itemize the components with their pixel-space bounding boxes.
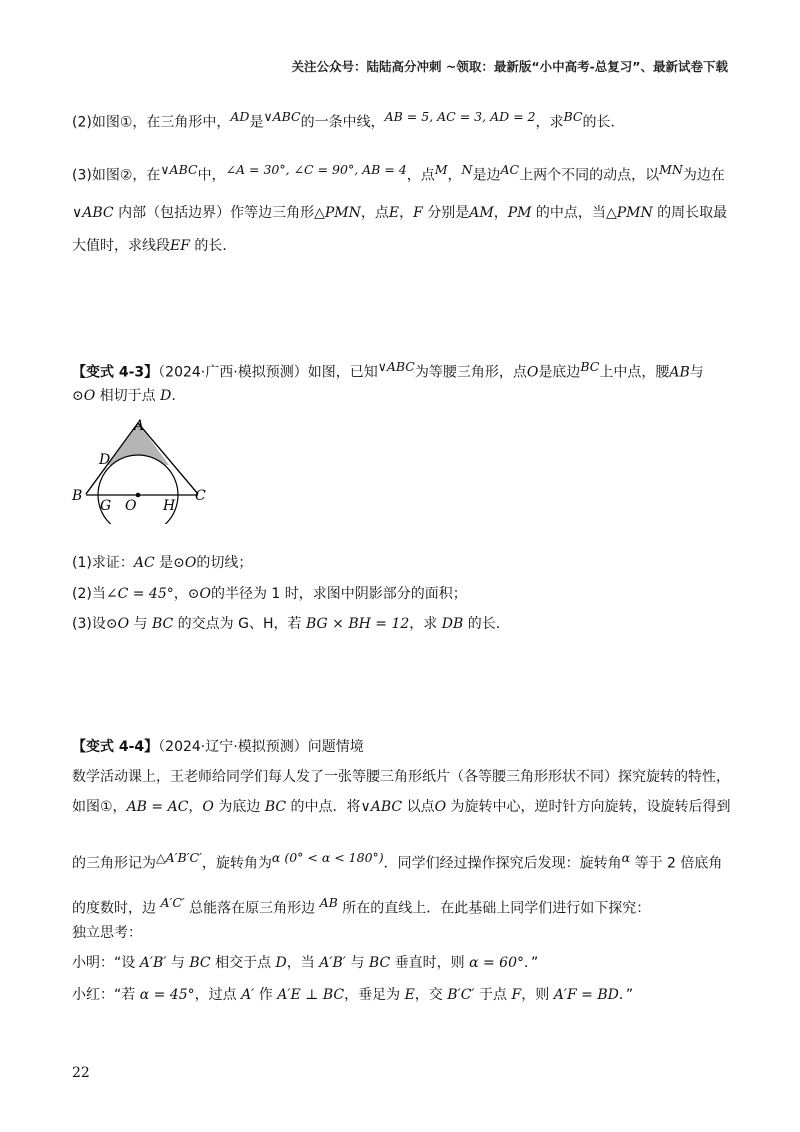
math-ab: A′B′ — [319, 955, 346, 971]
label-b: B — [72, 488, 83, 504]
variant-4-3-q3 — [72, 614, 500, 634]
text: ，求 — [409, 616, 442, 632]
text: (3)设 — [72, 616, 106, 632]
variant-4-3-q1 — [72, 553, 252, 573]
math-bc: BC — [563, 109, 583, 124]
math-equation: BG × BH = 12 — [305, 616, 410, 632]
text: ， — [188, 799, 203, 815]
text: 中， — [197, 167, 226, 184]
text: ， — [173, 586, 188, 602]
variant-source: （2024·广西·模拟预测） — [158, 364, 308, 381]
math-o: O — [434, 799, 447, 815]
text: 是 — [249, 114, 264, 131]
variant-source: （2024·辽宁·模拟预测） — [158, 739, 308, 755]
math-alpha: α = 45° — [139, 987, 195, 1003]
text: 为边在 — [682, 167, 725, 184]
text: . — [171, 388, 176, 404]
text: ， — [493, 205, 508, 221]
math-alpha: α = 60° — [469, 955, 524, 971]
text: 独立思考： — [72, 925, 142, 941]
label-c: C — [195, 488, 206, 504]
text: 的长． — [189, 238, 237, 254]
math-circle-o: ⊙O — [173, 555, 197, 571]
variant-4-4-line-3 — [72, 848, 722, 874]
variant-4-4-line-6 — [72, 953, 538, 973]
text: 的周长取最 — [652, 205, 728, 221]
text: 为旋转中心，逆时针方向旋转，设旋转后得到 — [446, 799, 731, 815]
math-db: DB — [441, 616, 464, 632]
text: 的切线； — [196, 555, 253, 571]
math-mn: MN — [659, 162, 683, 177]
text: 的半径为 1 时，求图中阴影部分的面积； — [210, 586, 467, 602]
text: 是 — [154, 555, 174, 571]
text: 如图，已知 — [307, 364, 378, 381]
text: ， — [399, 205, 414, 221]
math-ac: A′C′ — [160, 895, 185, 910]
math-am: AM — [469, 205, 494, 221]
math-f: F — [413, 205, 423, 221]
text: 所在的直线上．在此基础上同学们进行如下探究： — [337, 900, 651, 917]
text: 作 — [254, 987, 278, 1003]
text: ， — [447, 167, 462, 184]
math-e: E — [388, 205, 400, 221]
problem-3-line-2 — [72, 203, 727, 223]
text: 总能落在原三角形边 — [184, 900, 320, 917]
math-circle-o: ⊙O — [187, 586, 211, 602]
math-pmn: △PMN — [605, 205, 653, 221]
math-bc: BC — [368, 955, 391, 971]
page-header: 关注公众号：陆陆高分冲刺 ~领取：最新版“小中高考-总复习”、最新试卷下载 — [291, 59, 728, 74]
label-h: H — [163, 498, 176, 514]
text: 是边 — [472, 167, 501, 184]
math-triangle: ∨ABC — [360, 799, 403, 815]
math-d: D — [160, 388, 172, 404]
math-e: E — [404, 987, 415, 1003]
geometry-figure — [64, 414, 224, 524]
text: 的长． — [582, 114, 625, 131]
math-bc: BC — [264, 799, 287, 815]
text: 的交点为 G、H，若 — [173, 616, 306, 632]
math-bc: BC — [580, 359, 600, 374]
center-point — [136, 493, 141, 498]
text: 相交于点 — [210, 955, 276, 971]
text: 为底边 — [213, 799, 265, 815]
math-o: O — [202, 799, 214, 815]
text: ，垂足为 — [344, 987, 405, 1003]
text: ．” — [523, 955, 539, 971]
text: 问题情境 — [307, 739, 364, 755]
text: (3)如图②，在 — [72, 167, 161, 184]
text: 为等腰三角形，点 — [414, 364, 527, 381]
math-given: ∠A = 30°, ∠C = 90°, AB = 4 — [225, 162, 407, 177]
text: 数学活动课上，王老师给同学们每人发了一张等腰三角形纸片（各等腰三角形形状不同）探究旋转的特性， — [72, 769, 730, 785]
text: ，则 — [521, 987, 554, 1003]
text: (2)当 — [72, 586, 106, 602]
math-a-prime: A′ — [241, 987, 255, 1003]
variant-4-4-line-4 — [72, 893, 650, 919]
variant-4-4-line-5 — [72, 923, 142, 943]
text: 小明：“设 — [72, 955, 140, 971]
variant-4-4-line-2 — [72, 797, 731, 817]
text: 的一条中线， — [300, 114, 385, 131]
math-n: N — [461, 162, 473, 177]
label-g: G — [100, 498, 112, 514]
text: 与 — [689, 364, 704, 381]
problem-3-line-1 — [72, 160, 725, 186]
math-bc: BC — [189, 955, 211, 971]
text: 上中点，腰 — [599, 364, 670, 381]
text: 的中点，当 — [531, 205, 606, 221]
math-ef: EF — [170, 238, 190, 254]
variant-4-3-line-1 — [72, 357, 704, 383]
math-bc: B′C′ — [447, 987, 475, 1003]
variant-title: 【变式 4-3】 — [72, 364, 159, 381]
math-triangle: ∨ABC — [377, 359, 415, 374]
math-triangle: ∨ABC — [72, 205, 114, 221]
text: 分别是 — [422, 205, 470, 221]
text: 内部（包括边界）作等边三角形 — [113, 205, 315, 221]
math-angle-range: α (0° < α < 180°) — [271, 850, 384, 865]
text: 与 — [166, 955, 190, 971]
math-bc: BC — [151, 616, 174, 632]
variant-4-3-line-2 — [72, 386, 176, 406]
page-number: 22 — [72, 1065, 90, 1081]
text: 与 — [129, 616, 152, 632]
text: 与 — [346, 955, 369, 971]
math-ac: AC — [133, 555, 155, 571]
text: 的长. — [463, 616, 501, 632]
math-alpha: α — [621, 850, 631, 865]
math-ad: AD — [230, 109, 250, 124]
variant-4-4-line-title — [72, 737, 364, 757]
variant-4-4-line-7 — [72, 985, 633, 1005]
math-pmn: △PMN — [314, 205, 361, 221]
text: 的度数时，边 — [72, 900, 161, 917]
math-triangle: ∨ABC — [160, 162, 198, 177]
text: 以点 — [402, 799, 435, 815]
text: ，旋转角为 — [201, 855, 272, 872]
math-m: M — [434, 162, 448, 177]
math-given: AB = 5, AC = 3, AD = 2 — [384, 109, 536, 124]
text: 的中点．将 — [286, 799, 361, 815]
math-triangle: △A′B′C′ — [156, 850, 202, 865]
text: 上两个不同的动点，以 — [519, 167, 660, 184]
text: ，点 — [360, 205, 389, 221]
math-equation: A′F = BD — [553, 987, 619, 1003]
text: ．” — [618, 987, 634, 1003]
problem-3-line-3 — [72, 236, 236, 256]
text: ，交 — [414, 987, 448, 1003]
math-equation: AB = AC — [126, 799, 189, 815]
variant-4-4-line-1 — [72, 767, 730, 787]
text: ，求 — [535, 114, 564, 131]
text: 如图①， — [72, 799, 127, 815]
text: ，过点 — [194, 987, 242, 1003]
text: 是底边 — [538, 364, 581, 381]
math-f: F — [511, 987, 522, 1003]
math-o: O — [526, 364, 539, 381]
text: 小红：“若 — [72, 987, 140, 1003]
text: 大值时，求线段 — [72, 238, 170, 254]
math-perp: A′E ⊥ BC — [277, 987, 345, 1003]
text: 相切于点 — [95, 388, 161, 404]
text: ，当 — [286, 955, 320, 971]
variant-4-3-q2 — [72, 584, 467, 604]
math-circle-o: ⊙O — [105, 616, 130, 632]
text: (1)求证： — [72, 555, 134, 571]
text: 等于 2 倍底角 — [630, 855, 723, 872]
math-angle: ∠C = 45° — [105, 586, 174, 602]
text: ．同学们经过操作探究后发现：旋转角 — [383, 855, 622, 872]
math-pm: PM — [507, 205, 532, 221]
text: ，点 — [406, 167, 435, 184]
math-ab: A′B′ — [139, 955, 167, 971]
math-ab: AB — [669, 364, 690, 381]
text: 的三角形记为 — [72, 855, 156, 872]
text: 垂直时，则 — [390, 955, 470, 971]
label-a: A — [134, 418, 145, 434]
text: (2)如图①，在三角形中， — [72, 114, 231, 131]
variant-title: 【变式 4-4】 — [72, 739, 159, 755]
math-triangle: ∨ABC — [263, 109, 301, 124]
problem-2-line — [72, 107, 624, 133]
math-ab: AB — [319, 895, 338, 910]
math-d: D — [275, 955, 287, 971]
label-d: D — [99, 452, 111, 468]
math-ac: AC — [500, 162, 520, 177]
math-circle-o: ⊙O — [72, 388, 96, 404]
label-o: O — [125, 498, 137, 514]
text: 于点 — [474, 987, 512, 1003]
